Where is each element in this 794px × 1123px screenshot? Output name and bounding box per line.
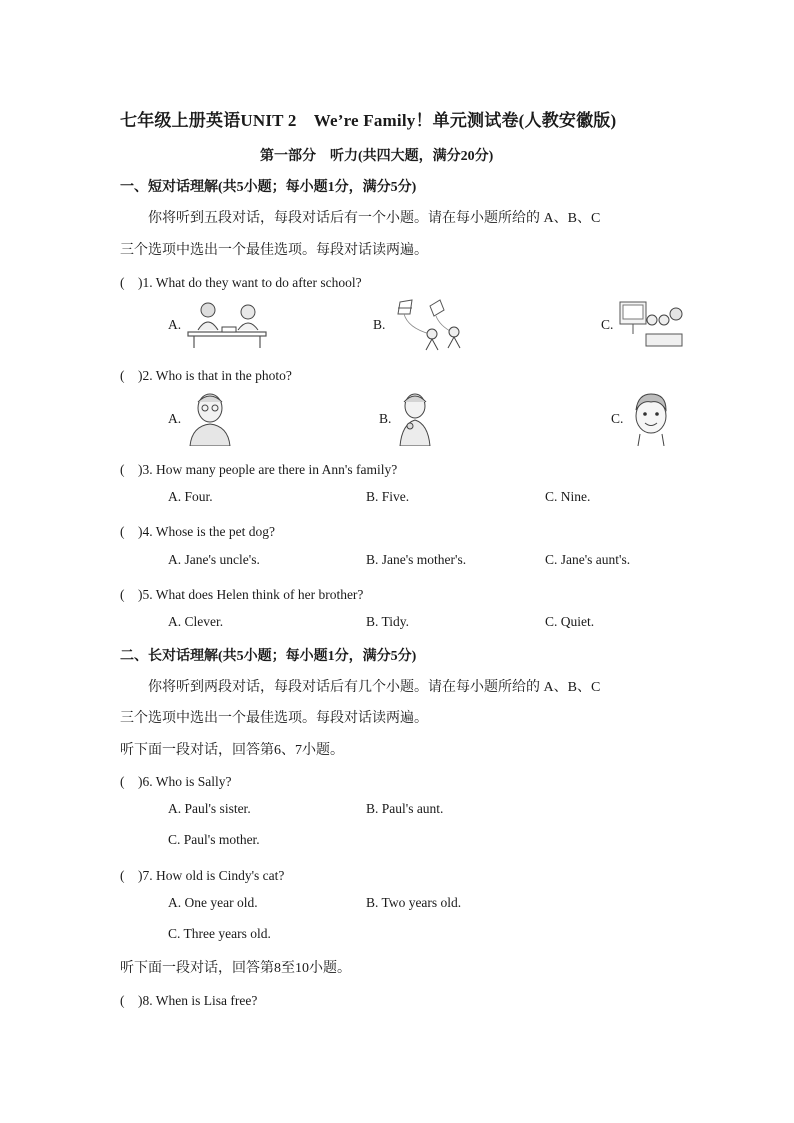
question-8-stem: ( )8. When is Lisa free? xyxy=(120,993,258,1008)
q7-option-b: B. Two years old. xyxy=(366,895,462,910)
question-1-stem: ( )1. What do they want to do after school? xyxy=(120,275,362,290)
question-3-stem: ( )3. How many people are there in Ann's family? xyxy=(120,462,398,477)
q2-option-b-label: B. xyxy=(379,411,392,426)
boy-picture xyxy=(630,390,672,446)
section-two-instruction-line2: 三个选项中选出一个最佳选项。每段对话读两遍。 xyxy=(120,711,428,726)
q3-option-b: B. Five. xyxy=(366,489,410,504)
q2-option-a-label: A. xyxy=(168,411,182,426)
grandmother-picture xyxy=(396,390,434,446)
q5-option-b: B. Tidy. xyxy=(366,614,410,629)
q2-option-c-label: C. xyxy=(611,411,624,426)
section-two-heading: 二、长对话理解(共5小题；每小题1分，满分5分) xyxy=(120,649,417,664)
section-one-instruction-line2: 三个选项中选出一个最佳选项。每段对话读两遍。 xyxy=(120,243,428,258)
q1-option-c-label: C. xyxy=(601,317,614,332)
q5-option-c: C. Quiet. xyxy=(545,614,595,629)
q4-option-a: A. Jane's uncle's. xyxy=(168,552,260,567)
q6-option-a: A. Paul's sister. xyxy=(168,801,251,816)
q1-option-a-label: A. xyxy=(168,317,182,332)
question-2-stem: ( )2. Who is that in the photo? xyxy=(120,368,292,383)
people-doing-homework-picture xyxy=(186,300,268,350)
question-4-stem: ( )4. Whose is the pet dog? xyxy=(120,524,275,539)
question-6-stem: ( )6. Who is Sally? xyxy=(120,774,232,789)
q4-option-c: C. Jane's aunt's. xyxy=(545,552,631,567)
q5-option-a: A. Clever. xyxy=(168,614,224,629)
section-two-instruction-line1: 你将听到两段对话，每段对话后有几个小题。请在每小题所给的 A、B、C xyxy=(148,680,601,695)
q6-option-c: C. Paul's mother. xyxy=(168,832,260,847)
question-5-stem: ( )5. What does Helen think of her brother? xyxy=(120,587,364,602)
dialogue-two-instruction: 听下面一段对话，回答第8至10小题。 xyxy=(120,961,351,976)
dialogue-one-instruction: 听下面一段对话，回答第6、7小题。 xyxy=(120,743,344,758)
q7-option-c: C. Three years old. xyxy=(168,926,271,941)
q3-option-c: C. Nine. xyxy=(545,489,591,504)
kids-flying-kites-picture xyxy=(390,298,468,352)
q7-option-a: A. One year old. xyxy=(168,895,258,910)
q4-option-b: B. Jane's mother's. xyxy=(366,552,467,567)
page-title: 七年级上册英语UNIT 2 We’re Family！单元测试卷(人教安徽版) xyxy=(120,111,617,130)
grandfather-picture xyxy=(188,390,232,446)
q3-option-a: A. Four. xyxy=(168,489,213,504)
question-7-stem: ( )7. How old is Cindy's cat? xyxy=(120,868,285,883)
q6-option-b: B. Paul's aunt. xyxy=(366,801,444,816)
section-one-instruction-line1: 你将听到五段对话，每段对话后有一个小题。请在每小题所给的 A、B、C xyxy=(148,211,601,226)
watching-tv-picture xyxy=(618,298,686,352)
part-one-heading: 第一部分 听力(共四大题，满分20分) xyxy=(260,149,494,164)
q1-option-b-label: B. xyxy=(373,317,386,332)
section-one-heading: 一、短对话理解(共5小题；每小题1分，满分5分) xyxy=(120,180,417,195)
